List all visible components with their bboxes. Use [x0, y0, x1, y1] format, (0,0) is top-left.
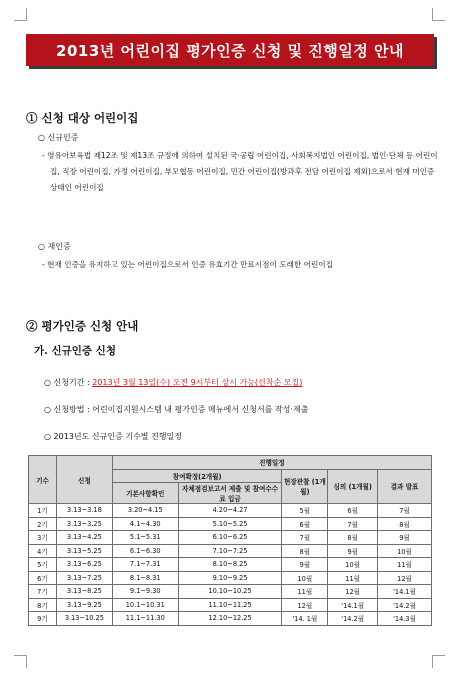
table-row [29, 531, 432, 545]
cell-basic-check: 8.1~8.31 [112, 571, 178, 585]
cell-site-visit: 8월 [282, 544, 328, 558]
header-apply: 신청 [56, 456, 112, 504]
table-row [29, 517, 432, 531]
new-cert-desc: - 영유아보육법 제12조 및 제13조 규정에 의하여 설치된 국·공립 어린이집, 사회복지법인 어린이집, 법인·단체 등 어린이집, 직장 어린이집, 가정 어린이집, 부모협동 어린이집, 민간 어린이집(방과후 전담 어린이집 제외)으로서 현재 미인증 상태인 어린이집 [42, 151, 438, 192]
cell-basic-check: 5.1~5.31 [112, 531, 178, 545]
cell-apply: 3.13~3.18 [56, 504, 112, 518]
cell-review: 8월 [328, 531, 378, 545]
cell-result: 10월 [378, 544, 432, 558]
cell-review: 6월 [328, 504, 378, 518]
table-row [29, 504, 432, 518]
cell-result: '14.3월 [378, 612, 432, 626]
cell-site-visit: 6월 [282, 517, 328, 531]
table-row [29, 585, 432, 599]
cell-basic-check: 9.1~9.30 [112, 585, 178, 599]
cell-term: 3기 [29, 531, 57, 545]
cell-site-visit: 9월 [282, 558, 328, 572]
cell-site-visit: 7월 [282, 531, 328, 545]
cell-term: 4기 [29, 544, 57, 558]
table-row [29, 544, 432, 558]
schedule-table-body [29, 504, 432, 626]
header-term: 기수 [29, 456, 57, 504]
application-period [44, 375, 302, 390]
crop-mark-bottom-right [432, 655, 445, 668]
header-basic-check: 기본사항확인 [112, 483, 178, 504]
cell-apply: 3.13~9.25 [56, 598, 112, 612]
cell-basic-check: 4.1~4.30 [112, 517, 178, 531]
cell-site-visit: 12월 [282, 598, 328, 612]
cell-self-report: 10.10~10.25 [178, 585, 282, 599]
cell-term: 2기 [29, 517, 57, 531]
cell-self-report: 9.10~9.25 [178, 571, 282, 585]
cell-basic-check: 6.1~6.30 [112, 544, 178, 558]
period-label: ○ 신청기간 : [44, 378, 93, 387]
cell-site-visit: 11월 [282, 585, 328, 599]
header-self-report: 자체점검보고서 제출 및 참여수수료 입금 [178, 483, 282, 504]
cell-basic-check: 10.1~10.31 [112, 598, 178, 612]
cell-term: 6기 [29, 571, 57, 585]
schedule-title: ○ 2013년도 신규인증 기수별 진행일정 [44, 432, 182, 441]
cell-result: 9월 [378, 531, 432, 545]
application-method: ○ 신청방법 : 어린이집지원시스템 내 평가인증 메뉴에서 신청서를 작성·제출 [44, 405, 309, 414]
table-row [29, 612, 432, 626]
cell-review: 11월 [328, 571, 378, 585]
cell-apply: 3.13~5.25 [56, 544, 112, 558]
cell-self-report: 4.20~4.27 [178, 504, 282, 518]
page-title: 2013년 어린이집 평가인증 신청 및 진행일정 안내 [26, 34, 434, 66]
cell-self-report: 7.10~7.25 [178, 544, 282, 558]
section2-heading: ② 평가인증 신청 안내 [26, 319, 139, 333]
cell-apply: 3.13~4.25 [56, 531, 112, 545]
cell-self-report: 5.10~5.25 [178, 517, 282, 531]
cell-apply: 3.13~3.25 [56, 517, 112, 531]
cell-review: '14.1월 [328, 598, 378, 612]
section2-subheading: 가. 신규인증 신청 [34, 345, 116, 357]
cell-term: 9기 [29, 612, 57, 626]
cell-result: 8월 [378, 517, 432, 531]
cell-site-visit: 10월 [282, 571, 328, 585]
renew-cert-desc: - 현재 인증을 유지하고 있는 어린이집으로서 인증 유효기간 만료시점이 도래한 어린이집 [42, 260, 333, 269]
cell-basic-check: 7.1~7.31 [112, 558, 178, 572]
new-cert-label: ○ 신규인증 [38, 133, 79, 142]
table-row [29, 558, 432, 572]
cell-result: 12월 [378, 571, 432, 585]
header-result: 결과 발표 [378, 469, 432, 504]
header-site-visit: 현장관찰 (1개월) [282, 469, 328, 504]
schedule-table [28, 455, 432, 626]
cell-self-report: 8.10~8.25 [178, 558, 282, 572]
cell-review: 10월 [328, 558, 378, 572]
cell-apply: 3.13~8.25 [56, 585, 112, 599]
cell-self-report: 12.10~12.25 [178, 612, 282, 626]
header-confirm: 참여확정(2개월) [112, 469, 282, 483]
cell-apply: 3.13~7.25 [56, 571, 112, 585]
cell-result: 7월 [378, 504, 432, 518]
cell-apply: 3.13~10.25 [56, 612, 112, 626]
crop-mark-top-right [432, 8, 445, 21]
cell-site-visit: '14. 1월 [282, 612, 328, 626]
crop-mark-top-left [14, 8, 27, 21]
renew-cert-label: ○ 재인증 [38, 242, 71, 251]
cell-review: 12월 [328, 585, 378, 599]
cell-result: '14.2월 [378, 598, 432, 612]
cell-review: '14.2월 [328, 612, 378, 626]
cell-self-report: 11.10~11.25 [178, 598, 282, 612]
table-row [29, 598, 432, 612]
cell-term: 5기 [29, 558, 57, 572]
header-progress: 진행일정 [112, 456, 431, 470]
cell-review: 9월 [328, 544, 378, 558]
cell-result: 11월 [378, 558, 432, 572]
cell-basic-check: 3.20~4.15 [112, 504, 178, 518]
cell-basic-check: 11.1~11.30 [112, 612, 178, 626]
header-review: 심의 (1개월) [328, 469, 378, 504]
period-value: 2013년 3월 13일(수) 오전 9시부터 상시 가능(선착순 모집) [92, 378, 303, 387]
cell-term: 7기 [29, 585, 57, 599]
cell-term: 1기 [29, 504, 57, 518]
cell-term: 8기 [29, 598, 57, 612]
cell-site-visit: 5월 [282, 504, 328, 518]
cell-result: '14.1월 [378, 585, 432, 599]
table-row [29, 571, 432, 585]
section1-heading: ① 신청 대상 어린이집 [26, 111, 139, 125]
cell-self-report: 6.10~6.25 [178, 531, 282, 545]
cell-apply: 3.13~6.25 [56, 558, 112, 572]
crop-mark-bottom-left [14, 655, 27, 668]
cell-review: 7월 [328, 517, 378, 531]
